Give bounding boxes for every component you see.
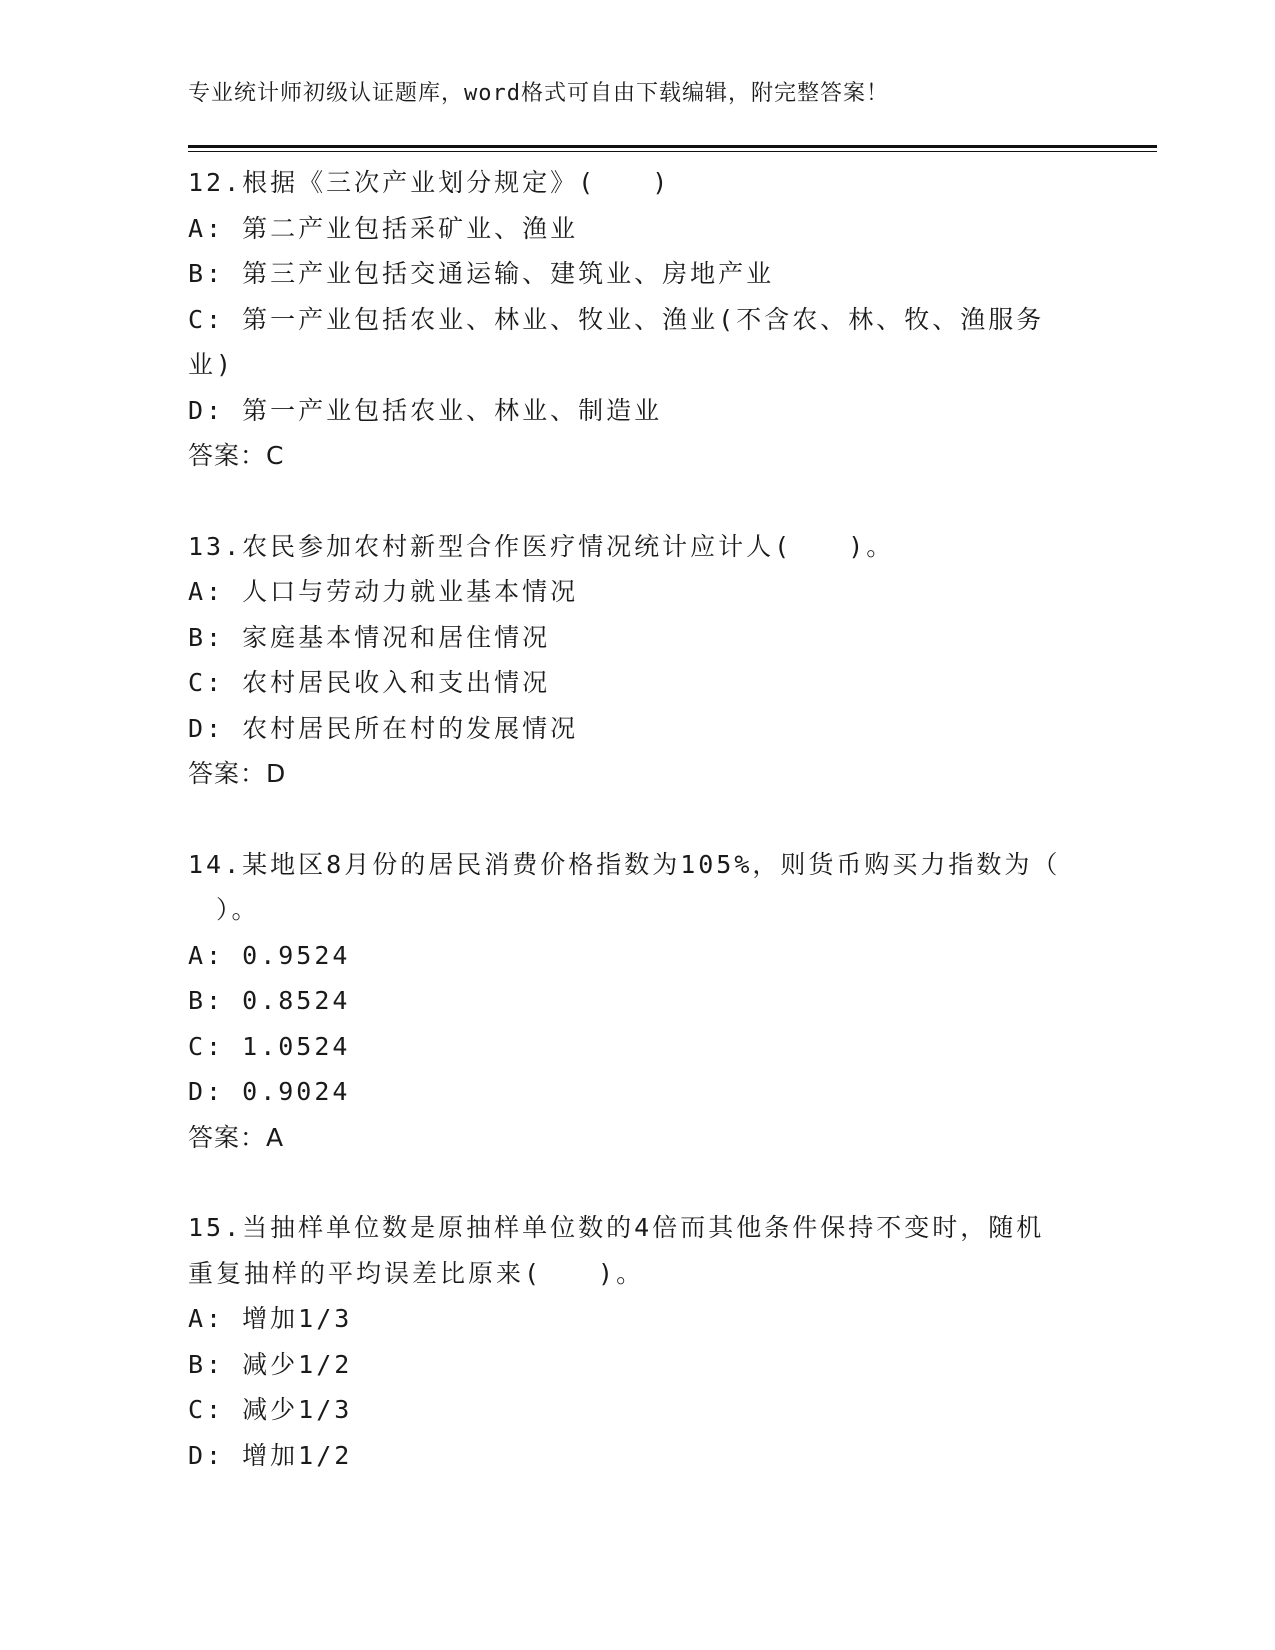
header-rule-thin xyxy=(188,151,1157,152)
document-header: 专业统计师初级认证题库，word格式可自由下载编辑，附完整答案！ xyxy=(188,81,889,106)
question-14 xyxy=(188,842,1088,1161)
option-b: B: 第三产业包括交通运输、建筑业、房地产业 xyxy=(188,259,775,288)
question-stem: 12.根据《三次产业划分规定》( ) xyxy=(188,168,671,197)
option-d: D: 0.9024 xyxy=(188,1077,351,1106)
option-d: D: 第一产业包括农业、林业、制造业 xyxy=(188,395,663,425)
option-c: C: 第一产业包括农业、林业、牧业、渔业(不含农、林、牧、渔服务 xyxy=(188,304,1045,334)
question-15 xyxy=(188,1205,1088,1478)
option-c-continued: 业) xyxy=(188,350,235,379)
answer-label: 答案：D xyxy=(188,759,287,788)
answer-label: 答案：C xyxy=(188,441,285,470)
option-c: C: 1.0524 xyxy=(188,1031,351,1061)
header-rule-thick xyxy=(188,145,1157,148)
option-b: B: 减少1/2 xyxy=(188,1349,353,1379)
option-c: C: 减少1/3 xyxy=(188,1395,353,1424)
question-stem: 14.某地区8月份的居民消费价格指数为105%，则货币购买力指数为（ xyxy=(188,849,1061,879)
option-a: A: 人口与劳动力就业基本情况 xyxy=(188,577,579,606)
question-stem: 13.农民参加农村新型合作医疗情况统计应计人( )。 xyxy=(188,531,895,561)
option-a: A: 0.9524 xyxy=(188,940,351,970)
option-c: C: 农村居民收入和支出情况 xyxy=(188,668,551,697)
question-stem-continued: ）。 xyxy=(188,895,260,924)
option-a: A: 第二产业包括采矿业、渔业 xyxy=(188,213,579,243)
option-b: B: 0.8524 xyxy=(188,986,351,1015)
answer-label: 答案：A xyxy=(188,1122,285,1152)
option-a: A: 增加1/3 xyxy=(188,1304,353,1333)
option-b: B: 家庭基本情况和居住情况 xyxy=(188,622,551,652)
question-13 xyxy=(188,524,1088,797)
question-12 xyxy=(188,160,1088,479)
question-list xyxy=(188,160,1088,1523)
question-stem: 15.当抽样单位数是原抽样单位数的4倍而其他条件保持不变时，随机 xyxy=(188,1213,1045,1242)
option-d: D: 增加1/2 xyxy=(188,1440,353,1470)
question-stem-continued: 重复抽样的平均误差比原来( )。 xyxy=(188,1258,645,1288)
option-d: D: 农村居民所在村的发展情况 xyxy=(188,713,579,743)
